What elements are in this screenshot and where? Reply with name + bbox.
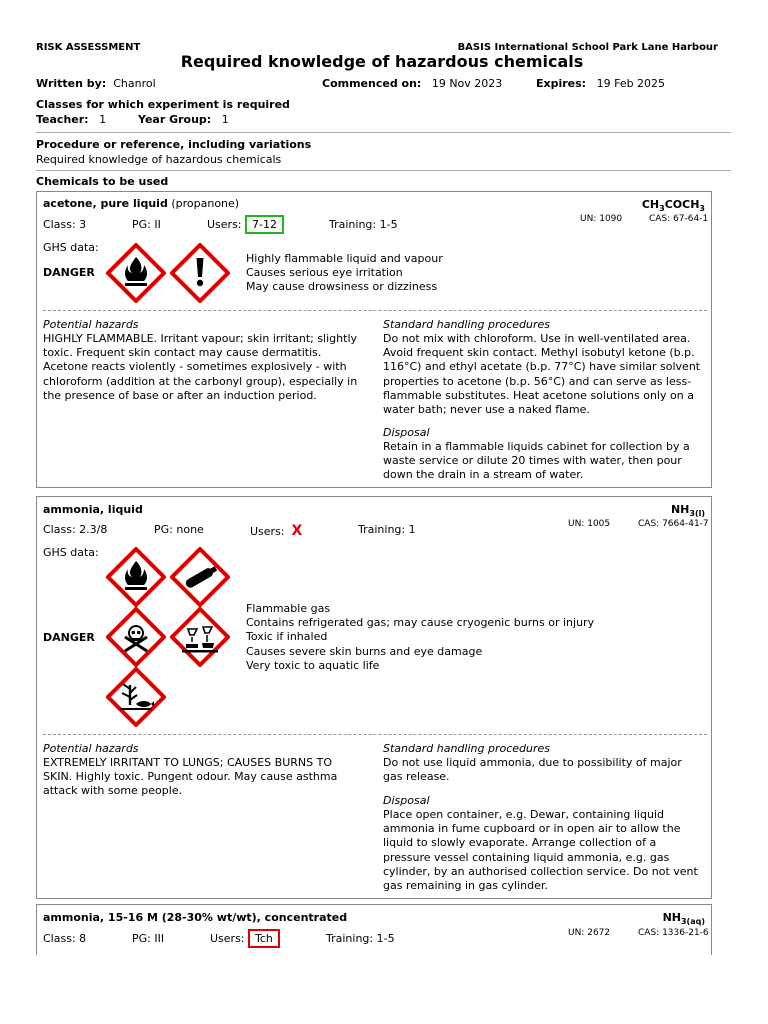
divider — [36, 132, 731, 133]
flame-icon — [106, 547, 166, 607]
handling-text: Do not use liquid ammonia, due to possibility of major gas release. — [383, 756, 682, 784]
ghs-label: GHS data: — [43, 241, 99, 254]
header-risk-assessment: RISK ASSESSMENT — [36, 42, 141, 53]
chemical-card-ammonia-liquid — [36, 496, 712, 899]
environment-icon — [106, 667, 166, 727]
chemical-formula: $CH_3COCH_3$ — [641, 198, 705, 214]
hazard-statements: Flammable gas Contains refrigerated gas; may cause cryogenic burns or injury Toxic if inhaled Causes severe skin burns and eye damage Very toxic to aquatic life — [246, 602, 595, 672]
chemical-name: ammonia, 15-16 M (28-30% wt/wt), concentrated — [43, 911, 348, 924]
users-value: Users: 7-12 — [207, 218, 284, 231]
users-value: Users: Tch — [210, 932, 280, 945]
pg-value: PG: III — [132, 932, 165, 945]
handling-heading: Standard handling procedures — [383, 742, 550, 755]
divider — [43, 734, 707, 735]
class-value: Class: 3 — [43, 218, 87, 231]
classes-heading: Classes for which experiment is required — [36, 98, 290, 111]
disposal-text: Retain in a flammable liquids cabinet for collection by a waste service or dilute 20 times with water, then pour down the drain in a stream of water. — [383, 440, 690, 482]
disposal-heading: Disposal — [383, 794, 430, 807]
users-badge: Tch — [248, 929, 280, 948]
hazards-text: HIGHLY FLAMMABLE. Irritant vapour; skin irritant; slightly toxic. Frequent skin contact may cause dermatitis. Acetone reacts violently - sometimes explosively - with chloroform (addition at the carbonyl group), especially in the presence of base or after an induction period. — [43, 332, 358, 402]
chemicals-heading: Chemicals to be used — [36, 175, 169, 188]
users-value: Users: X — [250, 523, 303, 539]
handling-text: Do not mix with chloroform. Use in well-ventilated area. Avoid frequent skin contact. Methyl isobutyl ketone (b.p. 116°C) and ethyl acetate (b.p. 77°C) have similar solvent properties to acetone (b.p. 56°C) and can serve as less- flammable substitutes. Heat acetone solutions only on a water bath; never use a naked flame. — [383, 332, 701, 417]
chemical-card-acetone — [36, 191, 712, 488]
gas-cylinder-icon — [170, 547, 230, 607]
page-bottom — [0, 955, 768, 1024]
ghs-label: GHS data: — [43, 546, 99, 559]
chemical-name: ammonia, liquid — [43, 503, 143, 516]
written-by: Written by: Chanrol — [36, 77, 156, 90]
training-value: Training: 1 — [358, 523, 416, 536]
flame-icon — [106, 243, 166, 303]
chemical-formula: $NH_{3(l)}$ — [670, 503, 705, 519]
cas-number: CAS: 67-64-1 — [649, 214, 709, 224]
danger-label: DANGER — [43, 631, 95, 644]
pg-value: PG: II — [132, 218, 161, 231]
disposal-heading: Disposal — [383, 426, 430, 439]
divider — [43, 310, 707, 311]
danger-label: DANGER — [43, 266, 95, 279]
hazards-heading: Potential hazards — [43, 318, 139, 331]
skull-crossbones-icon — [106, 607, 166, 667]
disposal-text: Place open container, e.g. Dewar, containing liquid ammonia in fume cupboard or in open air to allow the liquid to slowly evaporate. Arrange collection of a pressure vessel containing liquid ammonia, e.g. gas cylinder, by an authorised collection service. Do not vent gas remaining in gas cylinder. — [383, 808, 698, 893]
pg-value: PG: none — [154, 523, 204, 536]
users-badge: 7-12 — [245, 215, 284, 234]
procedure-heading: Procedure or reference, including variations — [36, 138, 312, 151]
expires: Expires: 19 Feb 2025 — [536, 77, 666, 90]
divider — [36, 170, 731, 171]
hazards-heading: Potential hazards — [43, 742, 139, 755]
hazards-text: EXTREMELY IRRITANT TO LUNGS; CAUSES BURNS TO SKIN. Highly toxic. Pungent odour. May cause asthma attack with some people. — [43, 756, 338, 798]
cas-number: CAS: 1336-21-6 — [638, 928, 709, 938]
chemical-formula: $NH_{3(aq)}$ — [662, 911, 705, 927]
teacher-count: Teacher: 1 — [36, 113, 107, 126]
hazard-statements: Highly flammable liquid and vapour Causes serious eye irritation May cause drowsiness or dizziness — [246, 252, 443, 294]
exclamation-icon — [170, 243, 230, 303]
handling-heading: Standard handling procedures — [383, 318, 550, 331]
un-number: UN: 1005 — [568, 519, 611, 529]
corrosion-icon — [170, 607, 230, 667]
procedure-text: Required knowledge of hazardous chemicals — [36, 153, 282, 166]
chemical-name: acetone, pure liquid (propanone) — [43, 197, 240, 210]
un-number: UN: 1090 — [580, 214, 623, 224]
training-value: Training: 1-5 — [329, 218, 398, 231]
cas-number: CAS: 7664-41-7 — [638, 519, 709, 529]
year-group: Year Group: 1 — [138, 113, 229, 126]
commenced-on: Commenced on: 19 Nov 2023 — [322, 77, 503, 90]
training-value: Training: 1-5 — [326, 932, 395, 945]
class-value: Class: 2.3/8 — [43, 523, 108, 536]
header-school: BASIS International School Park Lane Harbour — [457, 42, 718, 53]
un-number: UN: 2672 — [568, 928, 611, 938]
class-value: Class: 8 — [43, 932, 87, 945]
page-title: Required knowledge of hazardous chemicals — [180, 52, 584, 71]
users-not-allowed-icon: X — [291, 523, 303, 539]
